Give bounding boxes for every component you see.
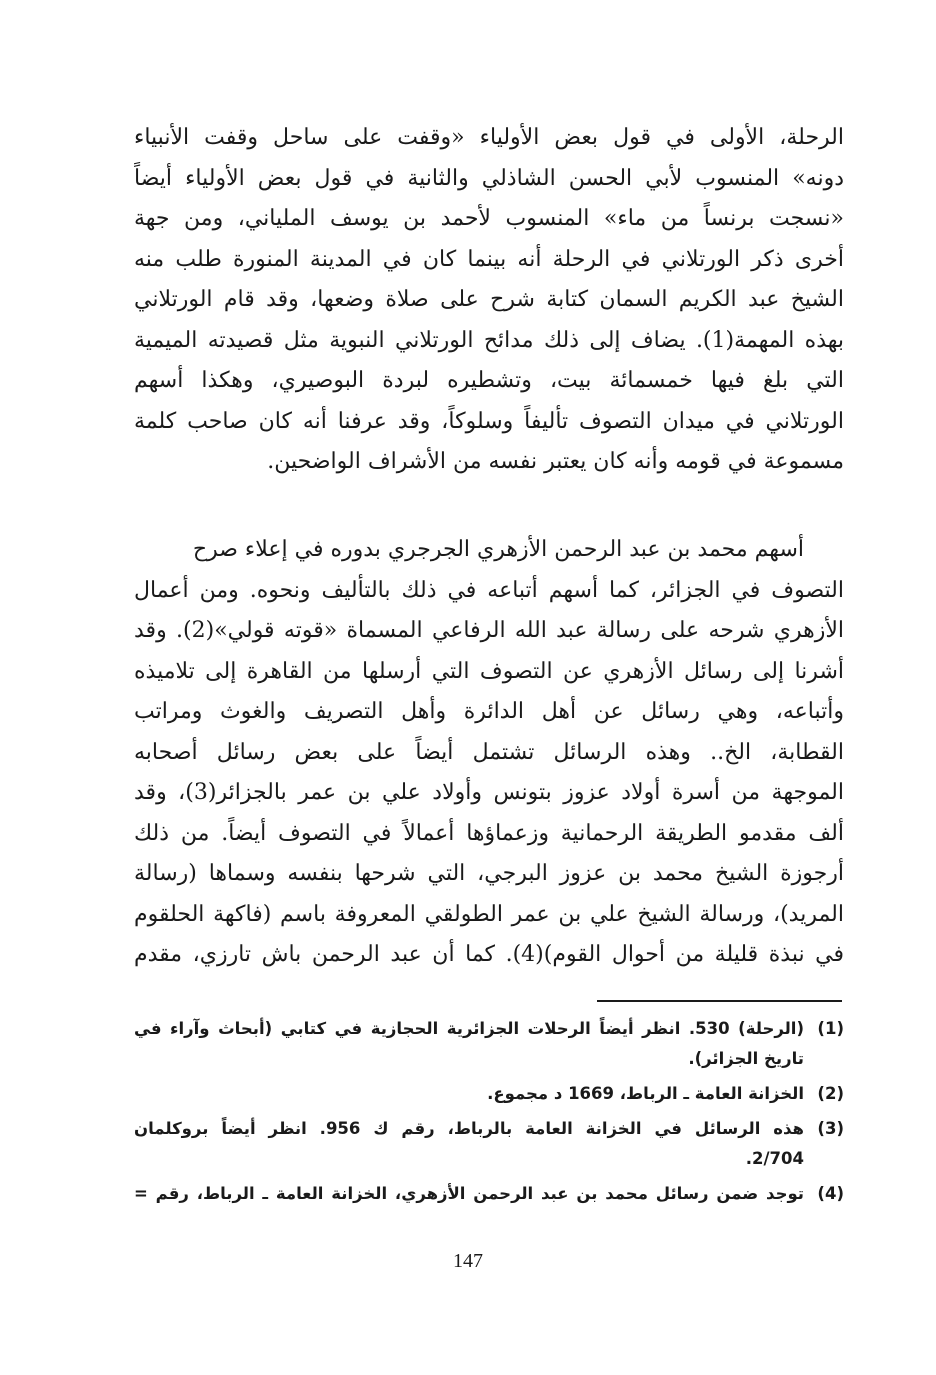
text-line: مسموعة في قومه وأنه كان يعتبر نفسه من الأشراف الواضحين.	[267, 449, 844, 474]
text-line: المريد)، ورسالة الشيخ علي بن عمر الطولقي المعروفة باسم (فاكهة الحلقوم	[134, 901, 844, 927]
text-line: «نسجت برنساً من ماء» المنسوب لأحمد بن يوسف الملياني، ومن جهة	[134, 206, 844, 231]
footnote-number: (2)	[817, 1084, 844, 1103]
footnote-separator	[597, 1000, 842, 1002]
text-line: أسهم محمد بن عبد الرحمن الأزهري الجرجري بدوره في إعلاء صرح	[192, 537, 804, 562]
paragraph-1	[134, 118, 844, 483]
text-line: بهذه المهمة(1). يضاف إلى ذلك مدائح الورتلاني النبوية مثل قصيدته الميمية	[134, 327, 844, 353]
text-line: الورتلاني في ميدان التصوف تأليفاً وسلوكاً، وقد عرفنا أنه كان صاحب كلمة	[134, 408, 844, 434]
text-line: أشرنا إلى رسائل الأزهري عن التصوف التي أرسلها من القاهرة إلى تلاميذه	[134, 658, 844, 684]
footnote-number: (4)	[817, 1184, 844, 1203]
text-line: الشيخ عبد الكريم السمان كتابة شرح على صلاة وضعها، وقد قام الورتلاني	[134, 287, 844, 312]
text-line: وأتباعه، وهي رسائل عن أهل الدائرة وأهل التصريف والغوث ومراتب	[134, 699, 844, 724]
footnote-4	[134, 1179, 844, 1209]
footnote-line: الخزانة العامة ـ الرباط، 1669 د مجموع.	[487, 1084, 804, 1103]
footnote-line: تاريخ الجزائر).	[688, 1049, 804, 1068]
paragraph-2	[134, 530, 844, 976]
footnote-number: (1)	[817, 1019, 844, 1038]
text-line: دونه» المنسوب لأبي الحسن الشاذلي والثانية في قول بعض الأولياء أيضاً	[134, 165, 844, 191]
text-line: أرجوزة الشيخ محمد بن عزوز البرجي، التي شرحها بنفسه وسماها (رسالة	[134, 861, 844, 886]
text-line: ألف مقدمو الطريقة الرحمانية وزعماؤها أعمالاً في التصوف أيضاً. من ذلك	[134, 820, 844, 846]
footnotes	[134, 1014, 844, 1214]
text-line: الموجهة من أسرة أولاد عزوز بتونس وأولاد علي بن عمر بالجزائر(3)، وقد	[134, 780, 844, 805]
text-line: الأزهري شرحه على رسالة عبد الله الرفاعي المسماة «قوته قولي»(2). وقد	[134, 618, 844, 643]
footnote-number: (3)	[817, 1119, 844, 1138]
text-line: التي بلغ فيها خمسمائة بيت، وتشطيره لبردة البوصيري، وهكذا أسهم	[134, 368, 844, 393]
footnote-line: (الرحلة) 530. انظر أيضاً الرحلات الجزائرية الحجازية في كتابي (أبحاث وآراء في	[134, 1019, 804, 1038]
text-line: أخرى ذكر الورتلاني في الرحلة أنه بينما كان في المدينة المنورة طلب منه	[134, 246, 844, 272]
text-line: القطابة، الخ.. وهذه الرسائل تشتمل أيضاً على بعض رسائل أصحابه	[134, 739, 844, 765]
footnote-2	[134, 1079, 844, 1109]
text-line: الرحلة، الأولى في قول بعض الأولياء «وقفت على ساحل وقفت الأنبياء	[134, 125, 844, 150]
footnote-3	[134, 1114, 844, 1174]
footnote-1	[134, 1014, 844, 1074]
text-line: في نبذة قليلة من أحوال القوم)(4). كما أن عبد الرحمن باش تارزي، مقدم	[134, 942, 844, 967]
footnote-line: 2/704.	[745, 1149, 804, 1168]
footnote-line: هذه الرسائل في الخزانة العامة بالرباط، رقم ك 956. انظر أيضاً بروكلمان	[134, 1119, 804, 1138]
footnote-line: توجد ضمن رسائل محمد بن عبد الرحمن الأزهري، الخزانة العامة ـ الرباط، رقم =	[134, 1184, 804, 1203]
text-line: التصوف في الجزائر، كما أسهم أتباعه في ذلك بالتأليف ونحوه. ومن أعمال	[134, 577, 844, 603]
page-number: 147	[453, 1250, 483, 1272]
